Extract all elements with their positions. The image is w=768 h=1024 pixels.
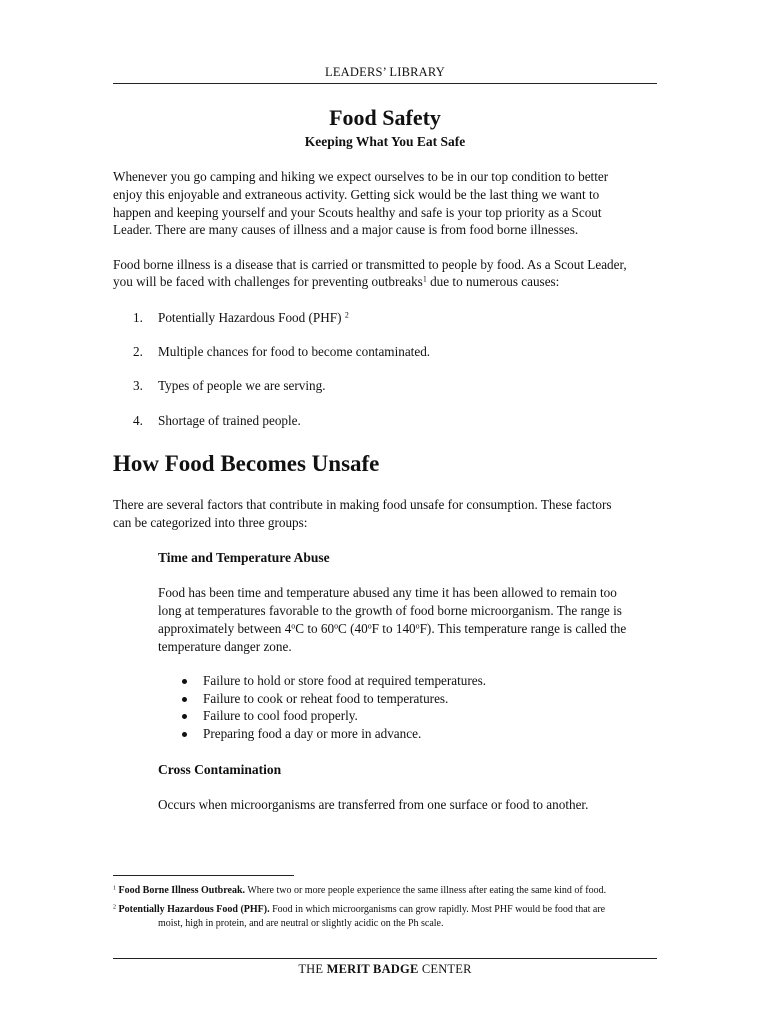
degree-mark: o [291, 621, 296, 631]
page-subtitle: Keeping What You Eat Safe [304, 134, 466, 149]
paragraph-line: happen and keeping yourself and your Scouts healthy and safe is your top priority as a Scout [113, 205, 602, 220]
degree-mark: o [415, 621, 420, 631]
list-item: Multiple chances for food to become contaminated. [158, 344, 431, 359]
bullet-icon [182, 679, 187, 684]
footnote-continuation: moist, high in protein, and are neutral or slightly acidic on the Ph scale. [158, 918, 444, 929]
footer-text: THE [298, 962, 327, 976]
subsection-heading: Cross Contamination [158, 762, 282, 777]
list-item: Failure to cool food properly. [203, 708, 358, 723]
paragraph-line [158, 620, 626, 638]
running-header: LEADERS’ LIBRARY [325, 65, 445, 79]
paragraph-line: Food has been time and temperature abused any time it has been allowed to remain too [158, 585, 617, 600]
list-number: 3. [133, 378, 143, 393]
paragraph-text: approximately between 4 [158, 621, 292, 636]
list-number: 2. [133, 344, 143, 359]
paragraph-text: C (40 [338, 621, 368, 636]
footnote-text: Where two or more people experience the same illness after eating the same kind of food. [245, 885, 607, 896]
footnote-separator [113, 875, 294, 876]
degree-mark: o [367, 621, 372, 631]
subsection-heading: Time and Temperature Abuse [158, 550, 330, 565]
list-item [158, 309, 349, 327]
footnote-mark: 2 [113, 904, 116, 911]
bullet-icon [182, 697, 187, 702]
list-item: Preparing food a day or more in advance. [203, 726, 422, 741]
header-rule [113, 83, 657, 84]
list-item: Failure to hold or store food at required temperatures. [203, 673, 487, 688]
paragraph-text: due to numerous causes: [426, 274, 560, 289]
paragraph-text: F). This temperature range is called the [419, 621, 627, 636]
list-item: Shortage of trained people. [158, 413, 301, 428]
paragraph-line: There are several factors that contribute in making food unsafe for consumption. These factors [113, 497, 612, 512]
list-item: Failure to cook or reheat food to temperatures. [203, 691, 449, 706]
footnote-text: Food in which microorganisms can grow rapidly. Most PHF would be food that are [269, 904, 606, 915]
list-item-text: Potentially Hazardous Food (PHF) [158, 310, 345, 325]
paragraph-line: can be categorized into three groups: [113, 515, 308, 530]
paragraph-line: enjoy this enjoyable and extraneous activity. Getting sick would be the last thing we want to [113, 187, 600, 202]
list-number: 1. [133, 310, 143, 325]
paragraph-line: long at temperatures favorable to the growth of food borne microorganism. The range is [158, 603, 622, 618]
footnote [113, 884, 606, 897]
paragraph-line: temperature danger zone. [158, 639, 292, 654]
footnote-mark: 1 [113, 885, 116, 892]
footer-text: CENTER [418, 962, 472, 976]
bullet-icon [182, 714, 187, 719]
paragraph-text: C to 60 [295, 621, 335, 636]
footnote-ref: 1 [422, 274, 427, 284]
page-title: Food Safety [329, 105, 441, 130]
paragraph-line [113, 273, 559, 291]
section-heading: How Food Becomes Unsafe [113, 451, 380, 476]
footnote-term: Potentially Hazardous Food (PHF). [118, 904, 270, 915]
bullet-icon [182, 732, 187, 737]
footer-rule [113, 958, 657, 959]
footnote-term: Food Borne Illness Outbreak. [118, 885, 245, 896]
footnote-ref: 2 [344, 310, 349, 320]
paragraph-line: Occurs when microorganisms are transferred from one surface or food to another. [158, 797, 589, 812]
paragraph-line: Whenever you go camping and hiking we expect ourselves to be in our top condition to better [113, 169, 609, 184]
paragraph-text: F to 140 [371, 621, 416, 636]
degree-mark: o [334, 621, 339, 631]
paragraph-text: you will be faced with challenges for preventing outbreaks [113, 274, 423, 289]
footnote [113, 903, 605, 916]
list-number: 4. [133, 413, 143, 428]
list-item: Types of people we are serving. [158, 378, 326, 393]
paragraph-line: Food borne illness is a disease that is carried or transmitted to people by food. As a Scout Leader, [113, 257, 627, 272]
footer-brand: MERIT BADGE [326, 962, 419, 976]
running-footer [113, 961, 657, 977]
paragraph-line: Leader. There are many causes of illness and a major cause is from food borne illnesses. [113, 222, 579, 237]
